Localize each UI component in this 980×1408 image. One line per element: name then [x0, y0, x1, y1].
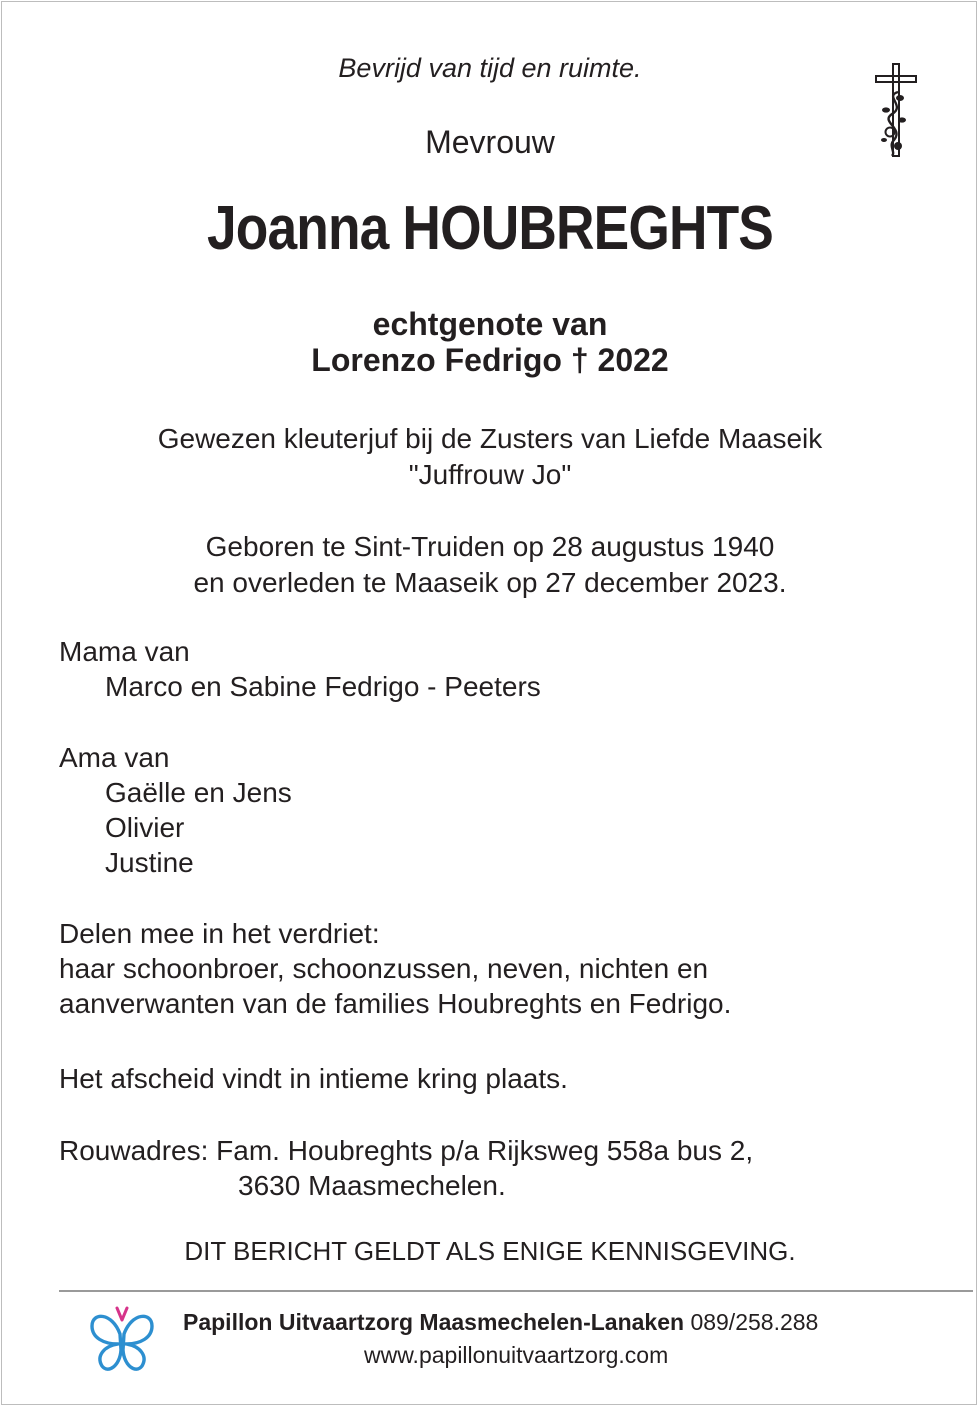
- company-phone: 089/258.288: [690, 1309, 819, 1335]
- spouse-line-2: Lorenzo Fedrigo † 2022: [311, 342, 669, 378]
- career-line-1: Gewezen kleuterjuf bij de Zusters van Liefde Maaseik: [157, 423, 823, 454]
- career-block: [0, 421, 980, 493]
- deceased-name: Joanna HOUBREGHTS: [206, 194, 774, 263]
- list-item: Olivier: [105, 812, 185, 843]
- career-nickname: "Juffrouw Jo": [408, 459, 572, 490]
- grief-line-2: haar schoonbroer, schoonzussen, neven, nichten en: [59, 953, 709, 984]
- dates-block: [0, 529, 980, 601]
- grief-section: [59, 916, 731, 1021]
- footer-divider: [59, 1290, 973, 1292]
- address-line-1: Rouwadres: Fam. Houbreghts p/a Rijksweg 558a bus 2,: [59, 1135, 754, 1166]
- mama-heading: Mama van: [59, 636, 190, 667]
- spouse-line-1: echtgenote van: [372, 306, 608, 342]
- notice-text: DIT BERICHT GELDT ALS ENIGE KENNISGEVING.: [184, 1236, 796, 1266]
- address-section: [59, 1133, 753, 1203]
- mama-section: [59, 634, 541, 704]
- spouse-block: [0, 306, 980, 378]
- company-name: Papillon Uitvaartzorg Maasmechelen-Lanaken: [183, 1309, 685, 1335]
- motto: Bevrijd van tijd en ruimte.: [338, 53, 642, 83]
- grief-heading: Delen mee in het verdriet:: [59, 918, 380, 949]
- farewell-text: Het afscheid vindt in intieme kring plaats.: [59, 1063, 568, 1094]
- list-item: Gaëlle en Jens: [105, 777, 292, 808]
- company-website: www.papillonuitvaartzorg.com: [364, 1342, 669, 1368]
- butterfly-logo-icon: [90, 1304, 154, 1374]
- list-item: Marco en Sabine Fedrigo - Peeters: [105, 671, 541, 702]
- birth-line: Geboren te Sint-Truiden op 28 augustus 1940: [205, 531, 775, 562]
- grief-line-3: aanverwanten van de families Houbreghts en Fedrigo.: [59, 988, 732, 1019]
- ama-section: [59, 740, 292, 880]
- address-line-2: 3630 Maasmechelen.: [238, 1170, 506, 1201]
- honorific-title: Mevrouw: [425, 124, 555, 160]
- footer-company-line: [183, 1309, 818, 1336]
- death-line: en overleden te Maaseik op 27 december 2023.: [193, 567, 787, 598]
- list-item: Justine: [105, 847, 194, 878]
- ama-heading: Ama van: [59, 742, 170, 773]
